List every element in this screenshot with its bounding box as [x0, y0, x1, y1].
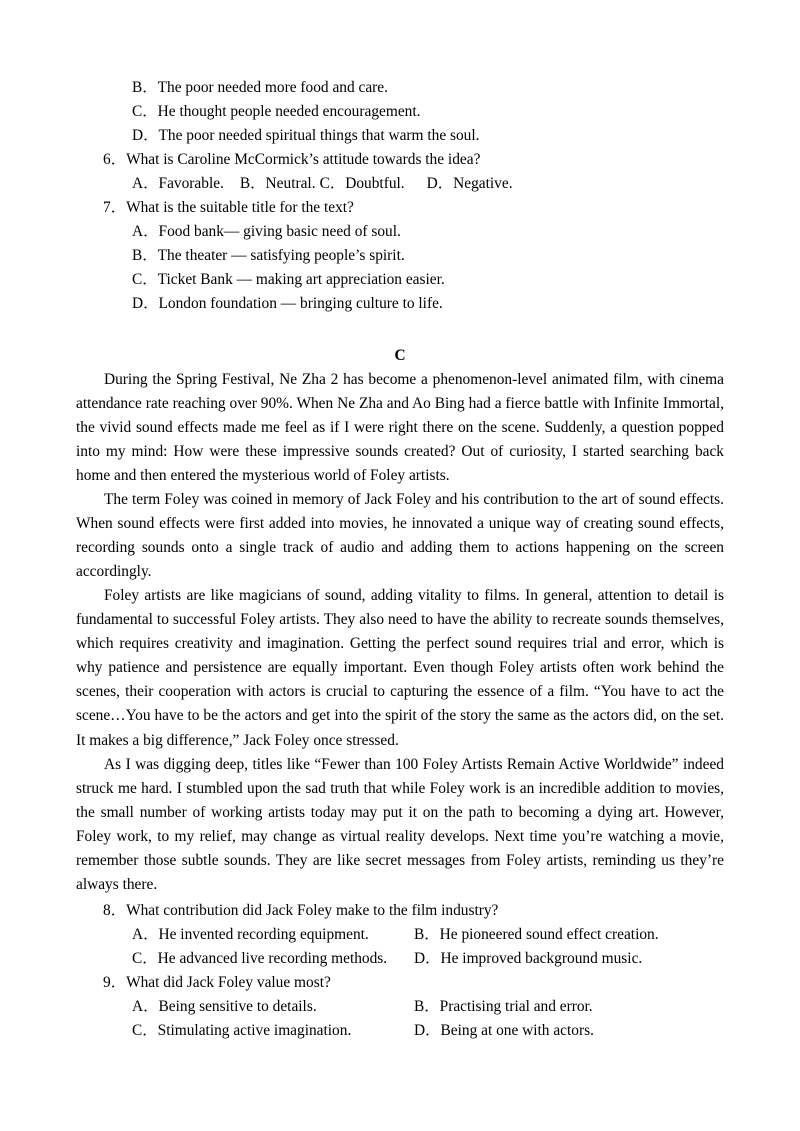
q6-option-d: D．Negative. [426, 175, 513, 192]
q7-option-d: D．London foundation — bringing culture to life. [132, 295, 443, 312]
q9-option-a: A．Being sensitive to details. [132, 998, 317, 1015]
q9-stem: 9．What did Jack Foley value most? [103, 974, 331, 991]
q5-option-b: B．The poor needed more food and care. [132, 79, 388, 96]
q6-option-b: B．Neutral. [239, 175, 316, 192]
section-c-title: C [394, 347, 406, 364]
q7-option-a: A．Food bank— giving basic need of soul. [132, 223, 401, 240]
q8-option-b: B．He pioneered sound effect creation. [414, 926, 659, 943]
passage-paragraph-2 [76, 488, 724, 584]
passage-paragraph-4 [76, 753, 724, 898]
q7-stem: 7．What is the suitable title for the text? [103, 199, 354, 216]
q9-option-c: C．Stimulating active imagination. [132, 1022, 352, 1039]
q8-option-d: D．He improved background music. [414, 950, 643, 967]
passage-paragraph-4-text: As I was digging deep, titles like “Fewer than 100 Foley Artists Remain Active Worldwide” indeed struck me hard. I stumbled upon the sad truth that while Foley work is an incredible addition to movies, the small number of working artists today may put it on the path to becoming a dying art. However, Foley work, to my relief, may change as virtual reality develops. Next time you’re watching a movie, remember those subtle sounds. They are like secret messages from Foley artists, reminding us they’re always there. [76, 756, 724, 894]
q9-option-d: D．Being at one with actors. [414, 1022, 594, 1039]
passage-paragraph-1-text: During the Spring Festival, Ne Zha 2 has become a phenomenon-level animated film, with cinema attendance rate reaching over 90%. When Ne Zha and Ao Bing had a fierce battle with Infinite Immortal, the vivid sound effects made me feel as if I were right there on the scene. Suddenly, a question popped into my mind: How were these impressive sounds created? Out of curiosity, I started searching back home and then entered the mysterious world of Foley artists. [76, 371, 724, 485]
q8-stem: 8．What contribution did Jack Foley make to the film industry? [103, 902, 499, 919]
q5-option-d: D．The poor needed spiritual things that warm the soul. [132, 127, 480, 144]
q6-options [132, 172, 513, 196]
q9-option-b: B．Practising trial and error. [414, 998, 593, 1015]
q8-option-c: C．He advanced live recording methods. [132, 950, 388, 967]
passage-paragraph-2-text: The term Foley was coined in memory of Jack Foley and his contribution to the art of sound effects. When sound effects were first added into movies, he innovated a unique way of creating sound effects, recording sounds onto a single track of audio and adding them to actions happening on the screen accordingly. [76, 491, 724, 581]
q6-option-a: A．Favorable. [132, 175, 224, 192]
q6-option-c: C．Doubtful. [319, 175, 405, 192]
q5-option-c: C．He thought people needed encouragement. [132, 103, 421, 120]
q8-option-a: A．He invented recording equipment. [132, 926, 369, 943]
q7-option-b: B．The theater — satisfying people’s spirit. [132, 247, 405, 264]
q7-option-c: C．Ticket Bank — making art appreciation easier. [132, 271, 445, 288]
q6-stem: 6．What is Caroline McCormick’s attitude towards the idea? [103, 151, 481, 168]
passage-paragraph-3-text: Foley artists are like magicians of sound, adding vitality to films. In general, attention to detail is fundamental to successful Foley artists. They also need to have the ability to recreate sounds themselves, which requires creativity and imagination. Getting the perfect sound requires trial and error, which is why patience and persistence are equally important. Even though Foley artists often work behind the scenes, their cooperation with actors is crucial to capturing the essence of a film. “You have to act the scene…You have to be the actors and get into the spirit of the story the same as the actors did, on the set. It makes a big difference,” Jack Foley once stressed. [76, 587, 724, 749]
passage-paragraph-1 [76, 368, 724, 488]
passage-paragraph-3 [76, 584, 724, 753]
